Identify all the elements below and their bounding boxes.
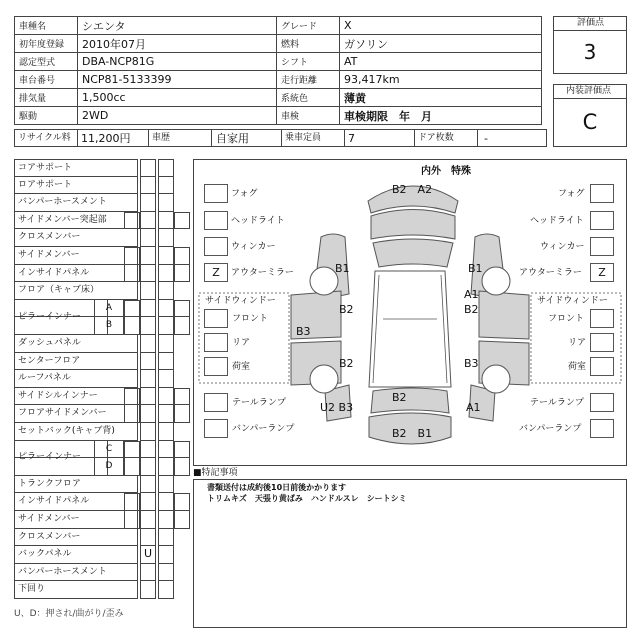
frame-row — [14, 546, 138, 564]
left-fog-box[interactable] — [204, 184, 228, 203]
frame-mark-box[interactable] — [124, 493, 140, 511]
frame-mark-box[interactable] — [140, 159, 156, 177]
spec-k2: 燃料 — [277, 35, 340, 53]
frame-mark-box[interactable] — [158, 546, 174, 564]
frame-mark-box[interactable] — [174, 458, 190, 476]
code-left-rear-door: B2 — [339, 357, 354, 370]
left-front-window-box[interactable] — [204, 309, 228, 328]
frame-mark-box[interactable]: U — [140, 546, 156, 564]
spec-k2: 走行距離 — [277, 71, 340, 89]
frame-mark-box[interactable] — [174, 388, 190, 406]
left-tail-lamp-box[interactable] — [204, 393, 228, 412]
frame-mark-box[interactable] — [124, 441, 140, 459]
frame-mark-box[interactable] — [174, 405, 190, 423]
frame-mark-box[interactable] — [158, 370, 174, 388]
frame-row-label: ピラーインナー — [18, 452, 82, 463]
frame-mark-box[interactable] — [124, 247, 140, 265]
frame-mark-box[interactable] — [158, 300, 174, 318]
code-right-front-fender: A1 — [464, 288, 479, 301]
frame-mark-box[interactable] — [158, 423, 174, 441]
frame-mark-box[interactable] — [158, 247, 174, 265]
frame-mark-box[interactable] — [158, 529, 174, 547]
frame-row-label: ダッシュパネル — [18, 338, 81, 348]
right-cargo-window-label: 荷室 — [568, 362, 587, 372]
frame-row-label: サイドメンバー — [18, 250, 80, 260]
frame-mark-box[interactable] — [140, 335, 156, 353]
frame-mark-box[interactable] — [140, 194, 156, 212]
frame-mark-box[interactable] — [140, 529, 156, 547]
frame-mark-box[interactable] — [124, 405, 140, 423]
frame-row-label: センターフロア — [18, 355, 81, 366]
code-left-fender: B3 — [296, 325, 311, 338]
frame-mark-box[interactable] — [158, 405, 174, 423]
right-winker-label: ウィンカー — [540, 242, 585, 252]
left-headlight-label: ヘッドライト — [231, 216, 285, 226]
capacity-value: 7 — [348, 132, 355, 145]
right-tail-lamp-label: テールランプ — [530, 398, 584, 408]
frame-mark-box[interactable] — [158, 581, 174, 599]
left-headlight-box[interactable] — [204, 211, 228, 230]
car-diagram — [193, 159, 627, 466]
spec-v: NCP81-5133399 — [78, 71, 277, 89]
frame-row — [14, 423, 138, 441]
frame-mark-box[interactable] — [158, 317, 174, 335]
frame-row-label: フロア（キャブ床） — [18, 285, 100, 296]
right-outer-mirror-label: アウターミラー — [519, 268, 582, 278]
frame-mark-box[interactable] — [158, 177, 174, 195]
spec-k: 排気量 — [15, 89, 78, 107]
code-right-rear-door: B3 — [464, 357, 479, 370]
frame-row-label: サイドシルインナー — [18, 390, 98, 401]
spec-v2: ガソリン — [340, 35, 542, 53]
frame-mark-box[interactable] — [140, 581, 156, 599]
frame-mark-box[interactable] — [140, 423, 156, 441]
right-bumper-lamp-label: バンパーランプ — [519, 424, 582, 434]
frame-row — [14, 564, 138, 582]
recycle-value: 11,200円 — [81, 132, 131, 145]
frame-row-sub: D — [94, 458, 124, 476]
frame-mark-box[interactable] — [174, 300, 190, 318]
spec-row — [15, 53, 542, 71]
spec-v: 2010年07月 — [78, 35, 277, 53]
frame-row — [14, 229, 138, 247]
frame-mark-box[interactable] — [140, 511, 156, 529]
frame-mark-box[interactable] — [174, 441, 190, 459]
spec-row — [15, 35, 542, 53]
frame-row — [14, 511, 138, 529]
frame-row — [14, 388, 138, 406]
frame-row-label: セットバック(キャブ背) — [18, 426, 115, 436]
frame-mark-box[interactable] — [140, 229, 156, 247]
frame-mark-box[interactable] — [124, 265, 140, 283]
right-side-window-title: サイドウィンドー — [537, 296, 608, 306]
spec-k: 認定型式 — [15, 53, 78, 71]
left-outer-mirror-label: アウターミラー — [231, 268, 294, 278]
left-front-wheel — [310, 267, 338, 295]
frame-mark-box[interactable] — [158, 458, 174, 476]
doors-value: - — [484, 132, 488, 145]
frame-row-label: ルーフパネル — [18, 373, 71, 384]
right-front-window-box[interactable] — [590, 309, 614, 328]
frame-mark-box[interactable] — [158, 265, 174, 283]
spec-v2: AT — [340, 53, 542, 71]
frame-mark-box[interactable] — [158, 212, 174, 230]
right-front-wheel — [482, 267, 510, 295]
spec-k: 初年度登録 — [15, 35, 78, 53]
right-cargo-window-box[interactable] — [590, 357, 614, 376]
right-headlight-label: ヘッドライト — [530, 216, 584, 226]
rear-glass-shape — [371, 388, 449, 413]
frame-row-label: バンパーホースメント — [18, 197, 107, 208]
frame-row — [14, 247, 138, 265]
frame-mark-box[interactable] — [158, 564, 174, 582]
frame-mark-box[interactable] — [140, 177, 156, 195]
code-right-front-door: B2 — [464, 303, 479, 316]
frame-mark-box[interactable] — [140, 476, 156, 494]
spec-row — [15, 17, 542, 35]
frame-row-label: 下回り — [18, 584, 46, 595]
left-cargo-window-box[interactable] — [204, 357, 228, 376]
frame-mark-box[interactable] — [158, 194, 174, 212]
frame-row-label: クロスメンバー — [18, 531, 81, 542]
frame-row — [14, 476, 138, 494]
doors-label: ドア枚数 — [418, 133, 454, 143]
frame-mark-box[interactable] — [158, 159, 174, 177]
code-right-mirror: B1 — [468, 262, 483, 275]
frame-mark-box[interactable] — [140, 353, 156, 371]
frame-row-label: クロスメンバー — [18, 232, 81, 243]
frame-row-label: コアサポート — [18, 163, 73, 173]
code-trunk: B2 — [392, 391, 407, 404]
frame-mark-box[interactable] — [158, 493, 174, 511]
frame-mark-box[interactable] — [158, 335, 174, 353]
frame-mark-box[interactable] — [124, 300, 140, 318]
capacity-label: 乗車定員 — [285, 133, 322, 143]
spec-v: シエンタ — [78, 17, 277, 35]
hood-shape — [371, 210, 455, 240]
frame-mark-box[interactable] — [158, 353, 174, 371]
spec-v2: X — [340, 17, 542, 35]
frame-mark-box[interactable] — [124, 511, 140, 529]
frame-row-label: バックパネル — [18, 549, 72, 560]
frame-mark-box[interactable] — [140, 458, 156, 476]
spec-k: 車種名 — [15, 17, 78, 35]
frame-row — [14, 335, 138, 353]
left-bumper-lamp-box[interactable] — [204, 419, 228, 438]
frame-mark-box[interactable] — [140, 212, 156, 230]
recycle-label: リサイクル料 — [18, 133, 71, 143]
right-rear-window-label: リア — [568, 338, 587, 348]
frame-mark-box[interactable] — [140, 493, 156, 511]
notes-line-2: トリムキズ 天張り黄ばみ ハンドルスレ シートシミ — [207, 494, 407, 503]
frame-mark-box[interactable] — [158, 476, 174, 494]
spec-k2: 車検 — [277, 107, 340, 125]
code-left-front-door: B2 — [339, 303, 354, 316]
frame-row-sub: A — [94, 300, 124, 318]
right-outer-mirror-box[interactable]: Z — [590, 263, 614, 282]
spec-k2: グレード — [277, 17, 340, 35]
left-outer-mirror-box[interactable]: Z — [204, 263, 228, 282]
frame-mark-box[interactable] — [140, 564, 156, 582]
right-front-window-label: フロント — [548, 314, 585, 324]
left-rear-wheel — [310, 365, 338, 393]
frame-mark-box[interactable] — [140, 405, 156, 423]
score-value: 3 — [583, 40, 597, 64]
history-label: 車歴 — [152, 133, 171, 143]
left-rear-window-box[interactable] — [204, 333, 228, 352]
frame-mark-box[interactable] — [140, 370, 156, 388]
frame-mark-box[interactable] — [174, 212, 190, 230]
code-front-bumper: B2 A2 — [392, 183, 433, 196]
spec-v: DBA-NCP81G — [78, 53, 277, 71]
spec-row — [15, 107, 542, 125]
frame-mark-box[interactable] — [158, 229, 174, 247]
right-rear-wheel — [482, 365, 510, 393]
frame-mark-box[interactable] — [140, 441, 156, 459]
code-right-rear: A1 — [466, 401, 481, 414]
frame-row-label: バンパーホースメント — [18, 566, 107, 577]
frame-row-label: インサイドパネル — [18, 267, 90, 278]
frame-mark-box[interactable] — [140, 265, 156, 283]
frame-row — [14, 493, 138, 511]
frame-mark-box[interactable] — [158, 388, 174, 406]
code-left-mirror: B1 — [335, 262, 350, 275]
frame-mark-box[interactable] — [124, 388, 140, 406]
frame-row — [14, 194, 138, 212]
right-winker-box[interactable] — [590, 237, 614, 256]
frame-mark-box[interactable] — [174, 265, 190, 283]
legend-note: U、D：押され/曲がり/歪み — [14, 609, 124, 619]
history-value: 自家用 — [216, 132, 249, 145]
frame-mark-box[interactable] — [140, 317, 156, 335]
code-rear-bumper: B2 B1 — [392, 427, 433, 440]
spec-v: 2WD — [78, 107, 277, 125]
diagram-header: 内外 特殊 — [421, 166, 471, 177]
left-side-window-title: サイドウィンドー — [205, 296, 276, 306]
spec-k2: シフト — [277, 53, 340, 71]
frame-mark-box[interactable] — [174, 493, 190, 511]
score-label: 評価点 — [577, 18, 605, 28]
frame-mark-box[interactable] — [140, 247, 156, 265]
left-front-window-label: フロント — [232, 314, 269, 324]
code-left-rear: U2 B3 — [320, 401, 354, 414]
frame-row — [14, 282, 138, 300]
frame-mark-box[interactable] — [124, 317, 140, 335]
frame-row — [14, 212, 138, 230]
right-fog-label: フォグ — [558, 189, 585, 199]
left-fog-label: フォグ — [231, 189, 258, 199]
frame-row — [14, 353, 138, 371]
frame-row — [14, 405, 138, 423]
notes-title: ■特記事項 — [193, 468, 238, 478]
spec-v: 1,500cc — [78, 89, 277, 107]
right-bumper-lamp-box[interactable] — [590, 419, 614, 438]
frame-mark-box[interactable] — [140, 388, 156, 406]
right-tail-lamp-box[interactable] — [590, 393, 614, 412]
frame-row-label: トランクフロア — [18, 478, 81, 489]
spec-k: 駆動 — [15, 107, 78, 125]
left-bumper-lamp-label: バンパーランプ — [232, 424, 295, 434]
spec-row — [15, 89, 542, 107]
frame-row — [14, 177, 138, 195]
spec-k: 車台番号 — [15, 71, 78, 89]
roof-shape — [369, 271, 451, 387]
spec-k2: 系統色 — [277, 89, 340, 107]
notes-line-1: 書類送付は成約後10日前後かかります — [207, 483, 347, 492]
frame-row — [14, 370, 138, 388]
frame-mark-box[interactable] — [124, 212, 140, 230]
spec-table — [14, 16, 542, 125]
frame-row-label: ピラーインナー — [18, 311, 82, 322]
interior-score-label: 内装評価点 — [566, 86, 612, 96]
frame-row-label: インサイドパネル — [18, 496, 90, 507]
right-rear-window-box[interactable] — [590, 333, 614, 352]
frame-row-label: フロアサイドメンバー — [18, 408, 107, 419]
frame-mark-box[interactable] — [158, 282, 174, 300]
spec-v2: 薄黄 — [340, 89, 542, 107]
frame-mark-box[interactable] — [174, 317, 190, 335]
left-winker-label: ウィンカー — [231, 242, 276, 252]
frame-mark-box[interactable] — [174, 247, 190, 265]
frame-row-label: ロアサポート — [18, 179, 73, 190]
left-cargo-window-label: 荷室 — [232, 362, 251, 372]
frame-mark-box[interactable] — [140, 300, 156, 318]
frame-mark-box[interactable] — [124, 458, 140, 476]
left-rear-window-label: リア — [232, 338, 251, 348]
spec-row — [15, 71, 542, 89]
frame-mark-box[interactable] — [158, 441, 174, 459]
windshield-shape — [373, 239, 453, 267]
frame-row — [14, 265, 138, 283]
frame-row-sub: B — [94, 317, 124, 335]
right-fog-box[interactable] — [590, 184, 614, 203]
spec-v2: 93,417km — [340, 71, 542, 89]
frame-row-label: サイドメンバー突起部 — [18, 214, 107, 225]
left-tail-lamp-label: テールランプ — [232, 398, 286, 408]
frame-row — [14, 529, 138, 547]
right-headlight-box[interactable] — [590, 211, 614, 230]
frame-row — [14, 581, 138, 599]
frame-mark-box[interactable] — [158, 511, 174, 529]
frame-row-sub: C — [94, 441, 124, 459]
frame-row — [14, 159, 138, 177]
frame-row-label: サイドメンバー — [18, 514, 80, 524]
frame-mark-box[interactable] — [174, 511, 190, 529]
left-winker-box[interactable] — [204, 237, 228, 256]
right-front-door-shape — [479, 291, 529, 339]
interior-score-value: C — [582, 110, 598, 134]
frame-mark-box[interactable] — [140, 282, 156, 300]
spec-v2: 車検期限 年 月 — [340, 107, 542, 125]
